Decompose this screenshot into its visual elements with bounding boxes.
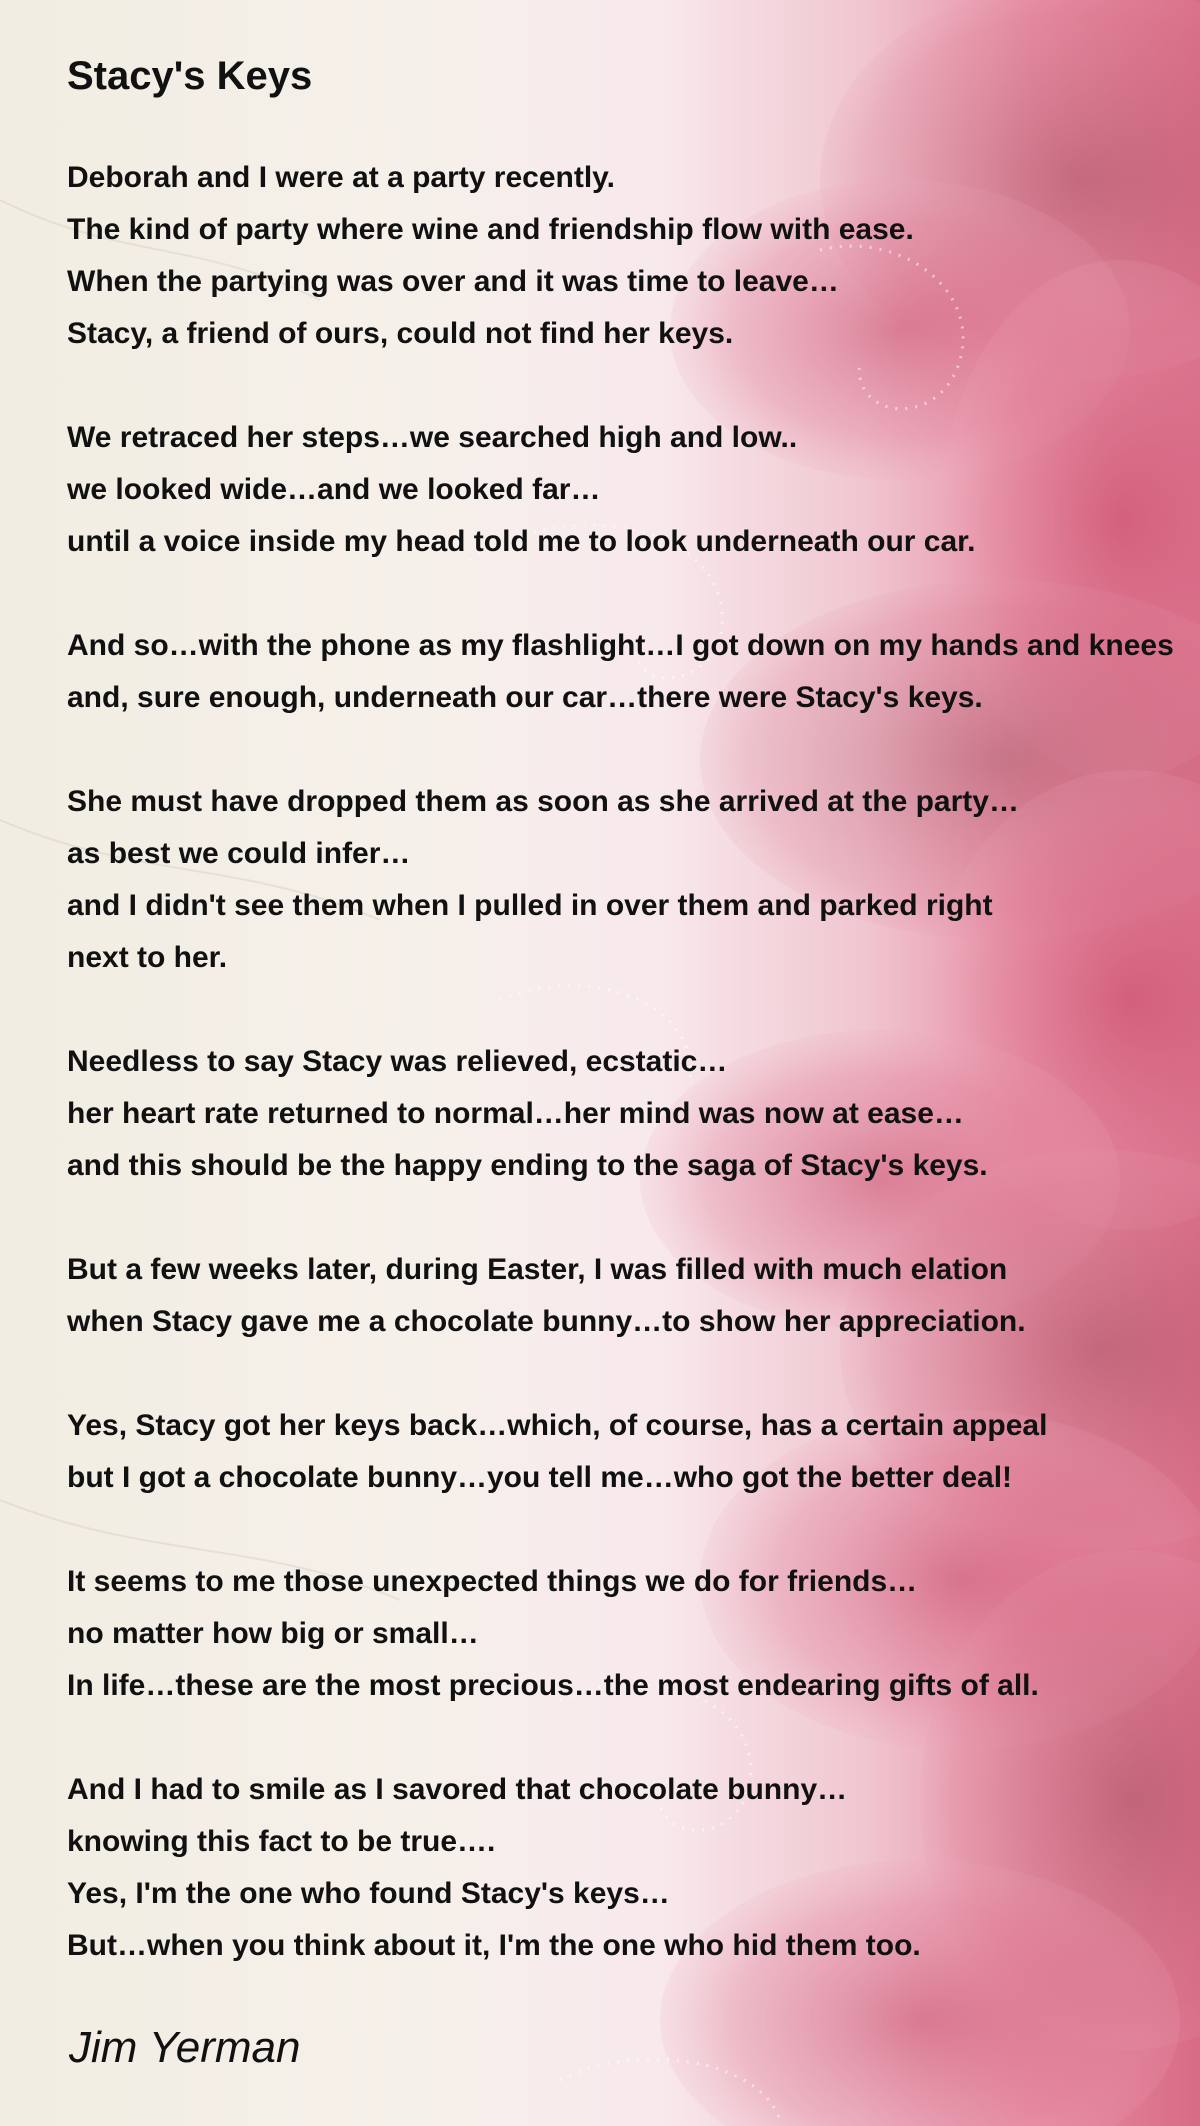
poem-line: Needless to say Stacy was relieved, ecstatic… — [67, 1045, 728, 1078]
stanza-break — [67, 984, 1174, 1036]
poem-title: Stacy's Keys — [67, 54, 313, 98]
poem-body — [67, 152, 1174, 1972]
poem-line: and I didn't see them when I pulled in over them and parked right — [67, 889, 993, 922]
poem-line: no matter how big or small… — [67, 1617, 479, 1650]
poem-line: It seems to me those unexpected things we do for friends… — [67, 1565, 918, 1598]
poem-line: we looked wide…and we looked far… — [67, 473, 601, 506]
stanza-break — [67, 1712, 1174, 1764]
poem-line: until a voice inside my head told me to look underneath our car. — [67, 525, 976, 558]
poem-line: And so…with the phone as my flashlight…I got down on my hands and knees — [67, 629, 1174, 662]
poem-line: Yes, Stacy got her keys back…which, of course, has a certain appeal — [67, 1409, 1048, 1442]
poem-line: And I had to smile as I savored that chocolate bunny… — [67, 1773, 848, 1806]
poem-line: But a few weeks later, during Easter, I was filled with much elation — [67, 1253, 1008, 1286]
poem-line: next to her. — [67, 941, 228, 974]
stanza-break — [67, 1504, 1174, 1556]
stanza-break — [67, 1348, 1174, 1400]
poem-line: The kind of party where wine and friendship flow with ease. — [67, 213, 914, 246]
poem-line: but I got a chocolate bunny…you tell me…who got the better deal! — [67, 1461, 1013, 1494]
poem-line: Deborah and I were at a party recently. — [67, 161, 615, 194]
poem-line: her heart rate returned to normal…her mind was now at ease… — [67, 1097, 964, 1130]
stanza-break — [67, 724, 1174, 776]
poem-line: Stacy, a friend of ours, could not find her keys. — [67, 317, 734, 350]
poem-line: as best we could infer… — [67, 837, 411, 870]
stanza-break — [67, 360, 1174, 412]
poem-author: Jim Yerman — [69, 2023, 301, 2072]
poem-line: We retraced her steps…we searched high and low.. — [67, 421, 798, 454]
poem-line: She must have dropped them as soon as she arrived at the party… — [67, 785, 1019, 818]
poem-line: When the partying was over and it was time to leave… — [67, 265, 839, 298]
stanza-break — [67, 568, 1174, 620]
poem-line: In life…these are the most precious…the most endearing gifts of all. — [67, 1669, 1039, 1702]
poem-line: and, sure enough, underneath our car…there were Stacy's keys. — [67, 681, 983, 714]
stanza-break — [67, 1192, 1174, 1244]
poem-line: Yes, I'm the one who found Stacy's keys… — [67, 1877, 670, 1910]
poem-line: But…when you think about it, I'm the one who hid them too. — [67, 1929, 921, 1962]
poem-line: and this should be the happy ending to the saga of Stacy's keys. — [67, 1149, 988, 1182]
poem-line: knowing this fact to be true…. — [67, 1825, 496, 1858]
poem-line: when Stacy gave me a chocolate bunny…to show her appreciation. — [67, 1305, 1026, 1338]
